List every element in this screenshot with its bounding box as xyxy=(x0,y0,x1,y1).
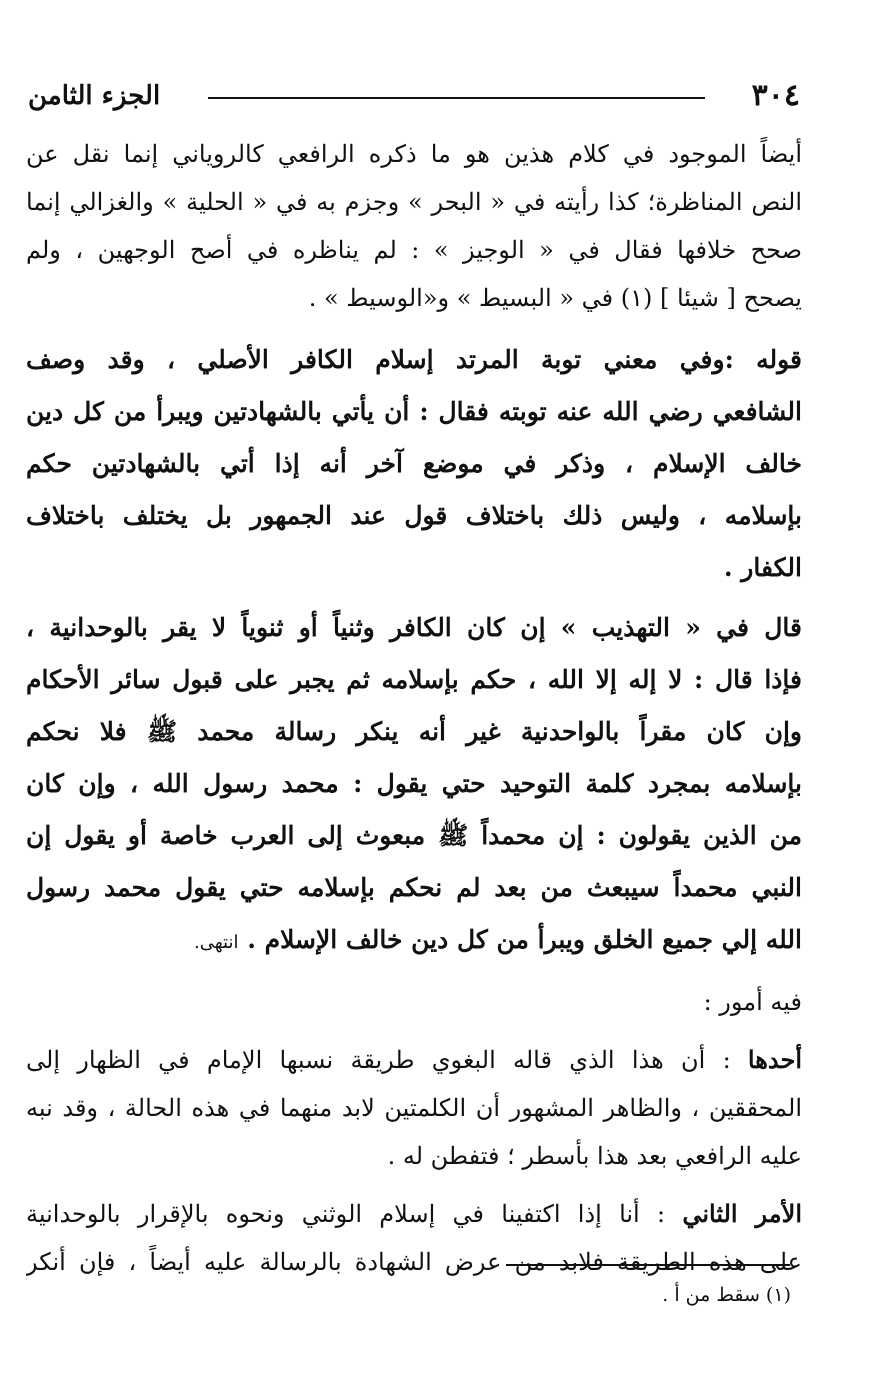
text-line: من الذين يقولون : إن محمداً ﷺ مبعوث إلى العرب خاصة أو يقول إن xyxy=(26,821,802,850)
text-line: أيضاً الموجود في كلام هذين هو ما ذكره الرافعي كالروياني إنما نقل عن xyxy=(26,140,802,168)
paragraph-4 xyxy=(26,978,802,1026)
end-note: انتهى. xyxy=(194,932,239,953)
text-line: قوله :وفي معني توبة المرتد إسلام الكافر الأصلي ، وقد وصف xyxy=(26,345,802,374)
text-line: على هذه الطريقة فلابد من عرض الشهادة بالرسالة عليه أيضاً ، فإن أنكر xyxy=(26,1248,802,1276)
text-line: النص المناظرة؛ كذا رأيته في « البحر » وجزم به في « الحلية » والغزالي إنما xyxy=(26,188,802,216)
text-line: يصحح [ شيئا ] (١) في « البسيط » و«الوسيط » . xyxy=(308,284,802,312)
paragraph-3 xyxy=(26,602,802,966)
header-rule xyxy=(208,97,705,99)
text-line xyxy=(26,1190,802,1238)
text-line: بإسلامه ، وليس ذلك باختلاف قول عند الجمهور بل يختلف باختلاف xyxy=(26,501,802,530)
text-line: بإسلامه بمجرد كلمة التوحيد حتي يقول : محمد رسول الله ، وإن كان xyxy=(26,769,802,798)
page-header xyxy=(28,78,800,118)
text-line: فإذا قال : لا إله إلا الله ، حكم بإسلامه ثم يجبر على قبول سائر الأحكام xyxy=(26,665,802,694)
running-title: الجزء الثامن xyxy=(28,81,161,111)
text-segment: : أنا إذا اكتفينا في إسلام الوثني ونحوه بالإقرار بالوحدانية xyxy=(26,1200,683,1228)
body-text xyxy=(26,130,802,1286)
text-line: فيه أمور : xyxy=(703,988,802,1016)
text-segment: الله إلي جميع الخلق ويبرأ من كل دين خالف الإسلام . xyxy=(247,925,802,954)
text-line: قال في « التهذيب » إن كان الكافر وثنياً أو ثنوياً لا يقر بالوحدانية ، xyxy=(26,613,802,642)
text-line: الكفار . xyxy=(723,553,802,582)
page-number: ٣٠٤ xyxy=(751,78,800,113)
text-segment: : أن هذا الذي قاله البغوي طريقة نسبها الإمام في الظهار إلى xyxy=(26,1046,748,1074)
footnote-rule xyxy=(506,1264,790,1266)
paragraph-1 xyxy=(26,130,802,322)
text-line: خالف الإسلام ، وذكر في موضع آخر أنه إذا أتي بالشهادتين حكم xyxy=(26,449,802,478)
text-line: عليه الرافعي بعد هذا بأسطر ؛ فتفطن له . xyxy=(387,1142,802,1170)
text-line: الشافعي رضي الله عنه توبته فقال : أن يأتي بالشهادتين ويبرأ من كل دين xyxy=(26,397,802,426)
footnote: (١) سقط من أ . xyxy=(662,1284,791,1306)
paragraph-5 xyxy=(26,1036,802,1180)
lead-term: الأمر الثاني xyxy=(682,1199,802,1228)
paragraph-2 xyxy=(26,334,802,594)
text-line: صحح خلافها فقال في « الوجيز » : لم يناظره في أصح الوجهين ، ولم xyxy=(26,236,802,264)
paragraph-6 xyxy=(26,1190,802,1286)
text-line: وإن كان مقراً بالواحدنية غير أنه ينكر رسالة محمد ﷺ فلا نحكم xyxy=(26,717,802,746)
text-line xyxy=(26,914,802,966)
lead-term: أحدها xyxy=(747,1045,802,1074)
text-line xyxy=(26,1036,802,1084)
text-line: النبي محمداً سيبعث من بعد لم نحكم بإسلامه حتي يقول محمد رسول xyxy=(26,873,802,902)
text-line: المحققين ، والظاهر المشهور أن الكلمتين لابد منهما في هذه الحالة ، وقد نبه xyxy=(26,1094,802,1122)
